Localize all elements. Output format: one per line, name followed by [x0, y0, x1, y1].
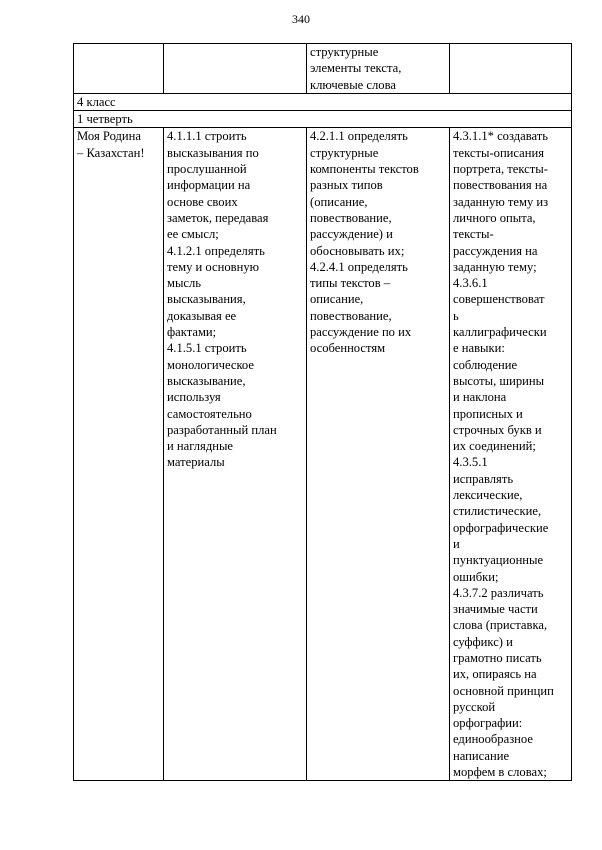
table-row-main	[74, 128, 572, 781]
cell-listening-empty	[164, 44, 307, 94]
quarter-label: 1 четверть	[74, 111, 572, 128]
writing-objective: 4.3.5.1 исправлять лексические, стилистические, орфографические и пунктуационные ошибки;	[453, 455, 549, 584]
writing-objective: 4.3.1.1* создавать тексты-описания портрета, тексты- повествования на заданную тему из личного опыта, тексты- рассуждения на заданную тему;	[453, 129, 549, 274]
listening-objective: 4.1.1.1 строить высказывания по прослушанной информации на основе своих заметок, передавая ее смысл;	[167, 129, 269, 242]
reading-continuation-text: структурные элементы текста, ключевые слова	[310, 45, 402, 92]
curriculum-table	[73, 43, 572, 781]
table-row-grade	[74, 93, 572, 110]
cell-reading	[307, 128, 450, 781]
table-row-continuation	[74, 44, 572, 94]
cell-reading-continuation	[307, 44, 450, 94]
writing-objective: 4.3.7.2 различать значимые части слова (приставка, суффикс) и грамотно писать их, опираясь на основной принцип русской орфографии: единообразное написание морфем в словах;	[453, 585, 554, 780]
cell-theme	[74, 128, 164, 781]
cell-writing-empty	[450, 44, 572, 94]
reading-objective: 4.2.1.1 определять структурные компоненты текстов разных типов (описание, повествование, рассуждение) и обосновывать их;	[310, 129, 419, 258]
listening-objective: 4.1.2.1 определять тему и основную мысль высказывания, доказывая ее фактами;	[167, 243, 265, 340]
grade-label: 4 класс	[74, 93, 572, 110]
theme-text: Моя Родина – Казахстан!	[77, 129, 145, 160]
cell-listening	[164, 128, 307, 781]
reading-objective: 4.2.4.1 определять типы текстов – описание, повествование, рассуждение по их особенностям	[310, 259, 412, 356]
cell-writing	[450, 128, 572, 781]
cell-theme-empty	[74, 44, 164, 94]
writing-objective: 4.3.6.1 совершенствоват ь каллиграфически е навыки: соблюдение высоты, ширины и наклона прописных и строчных букв и их соединений;	[453, 276, 547, 454]
page-number: 340	[292, 12, 310, 26]
table-row-quarter	[74, 111, 572, 128]
listening-objective: 4.1.5.1 строить монологическое высказывание, используя самостоятельно разработанный план и наглядные материалы	[167, 341, 277, 470]
